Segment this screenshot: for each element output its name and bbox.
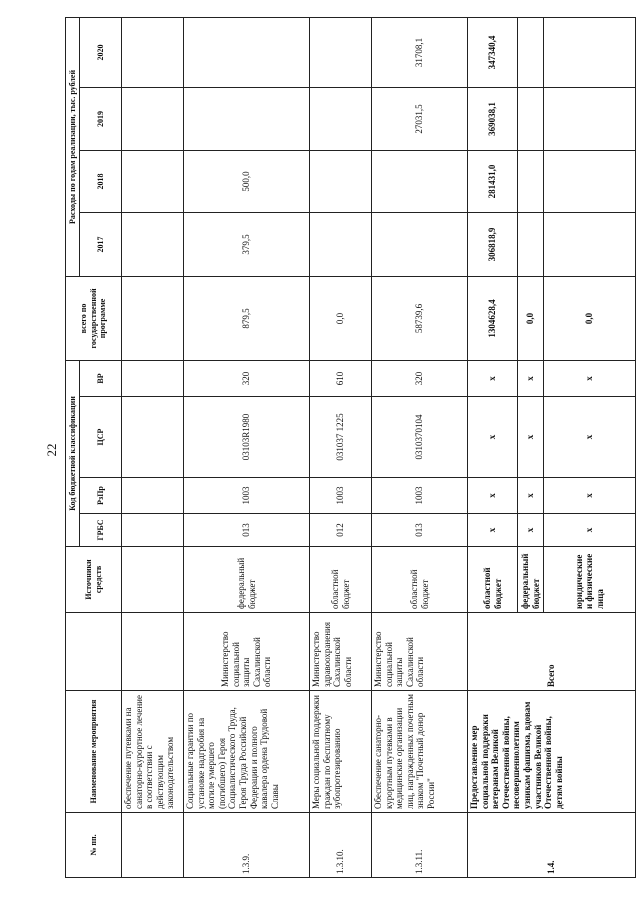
- cell-rzpr: х: [468, 478, 518, 514]
- cell-csr: [122, 397, 184, 478]
- header-num: № пп.: [66, 813, 122, 878]
- table-row: [372, 17, 468, 877]
- cell-grbs: 013: [372, 514, 468, 547]
- header-budget-code: Код бюджетной классификации: [66, 360, 80, 546]
- cell-grbs: х: [544, 514, 636, 547]
- cell-name: обеспечение путевками на санаторно-курортное лечение в соответствии с действующим законодательством: [122, 691, 184, 813]
- cell-2017: [518, 212, 544, 276]
- cell-2018: [122, 150, 184, 212]
- cell-total: [122, 276, 184, 360]
- cell-name: Меры социальной поддержки граждан по бесплатному зубопротезированию: [310, 691, 372, 813]
- cell-csr: 0310370104: [372, 397, 468, 478]
- cell-2019: [544, 87, 636, 150]
- cell-grbs: х: [468, 514, 518, 547]
- cell-num: 1.3.10.: [310, 813, 372, 878]
- cell-name: Обеспечение санаторно-курортным путевками в медицинские организации лиц, награжденных почетным знаком "Почетный донор России": [372, 691, 468, 813]
- table-row: [184, 17, 310, 877]
- cell-csr: 031037 1225: [310, 397, 372, 478]
- cell-grbs: [122, 514, 184, 547]
- cell-grbs: 012: [310, 514, 372, 547]
- header-year-2019: 2019: [80, 87, 122, 150]
- cell-rzpr: [122, 478, 184, 514]
- cell-rzpr: 1003: [184, 478, 310, 514]
- header-total: всего по государственной программе: [66, 276, 122, 360]
- cell-2019: [518, 87, 544, 150]
- header-vr: ВР: [80, 360, 122, 396]
- page-number: 22: [44, 443, 59, 457]
- cell-num: 1.3.11.: [372, 813, 468, 878]
- header-sources: Источники средств: [66, 547, 122, 613]
- header-year-2018: 2018: [80, 150, 122, 212]
- header-year-2017: 2017: [80, 212, 122, 276]
- cell-grbs: х: [518, 514, 544, 547]
- rotated-page: [65, 18, 635, 878]
- cell-rzpr: х: [518, 478, 544, 514]
- cell-executor: Министерство здравоохранения Сахалинской области: [310, 613, 372, 691]
- cell-grbs: 013: [184, 514, 310, 547]
- cell-num: 1.3.9.: [184, 813, 310, 878]
- cell-2018: 281431,0: [468, 150, 518, 212]
- cell-rzpr: 1003: [372, 478, 468, 514]
- header-grbs: ГРБС: [80, 514, 122, 547]
- cell-total: 0,0: [310, 276, 372, 360]
- header-executor: [66, 613, 122, 691]
- cell-name: Социальные гарантии по установке надгробия на могиле умершего (погибшего) Героя Социалистического Труда, Героя Труда Российской Федерации и полного кавалера ордена Трудовой Славы: [184, 691, 310, 813]
- cell-2018: [310, 150, 372, 212]
- cell-2020: [544, 17, 636, 87]
- cell-2017: [544, 212, 636, 276]
- cell-csr: х: [544, 397, 636, 478]
- cell-total: 879,5: [184, 276, 310, 360]
- cell-executor: Всего: [468, 613, 636, 691]
- cell-rzpr: х: [544, 478, 636, 514]
- cell-vr: [122, 360, 184, 396]
- cell-2020: 347340,4: [468, 17, 518, 87]
- cell-total: 58739,6: [372, 276, 468, 360]
- cell-vr: х: [468, 360, 518, 396]
- cell-source: областной бюджет: [310, 547, 372, 613]
- cell-csr: х: [468, 397, 518, 478]
- cell-2017: [122, 212, 184, 276]
- cell-vr: 320: [184, 360, 310, 396]
- header-csr: ЦСР: [80, 397, 122, 478]
- header-rzpr: РзПр: [80, 478, 122, 514]
- cell-2020: [122, 17, 184, 87]
- cell-2020: [518, 17, 544, 87]
- cell-vr: х: [518, 360, 544, 396]
- cell-2018: [518, 150, 544, 212]
- cell-csr: х: [518, 397, 544, 478]
- cell-vr: 610: [310, 360, 372, 396]
- cell-num: 1.4.: [468, 813, 636, 878]
- header-year-2020: 2020: [80, 17, 122, 87]
- cell-2018: [372, 150, 468, 212]
- cell-source: [122, 547, 184, 613]
- cell-source: юридические и физические лица: [544, 547, 636, 613]
- cell-vr: х: [544, 360, 636, 396]
- cell-2020: [184, 17, 310, 87]
- cell-2018: [544, 150, 636, 212]
- table-row: [310, 17, 372, 877]
- cell-2019: [184, 87, 310, 150]
- cell-executor: [122, 613, 184, 691]
- cell-2020: [310, 17, 372, 87]
- cell-2019: [310, 87, 372, 150]
- cell-source: федеральный бюджет: [518, 547, 544, 613]
- cell-2019: 27031,5: [372, 87, 468, 150]
- cell-2017: [372, 212, 468, 276]
- cell-vr: 320: [372, 360, 468, 396]
- cell-total: 0,0: [544, 276, 636, 360]
- cell-source: областной бюджет: [468, 547, 518, 613]
- cell-executor: Министерство социальной защиты Сахалинской области: [184, 613, 310, 691]
- cell-2017: 306818,9: [468, 212, 518, 276]
- cell-2018: 500,0: [184, 150, 310, 212]
- cell-source: федеральный бюджет: [184, 547, 310, 613]
- cell-csr: 03103R1980: [184, 397, 310, 478]
- header-expenses: Расходы по годам реализации, тыс. рублей: [66, 17, 80, 276]
- cell-total: 0,0: [518, 276, 544, 360]
- cell-2020: 31708,1: [372, 17, 468, 87]
- cell-name: Предоставление мер социальной поддержки ветеранам Великой Отечественной войны, несовершеннолетним узникам фашизма, вдовам участников Великой Отечественной войны, детям войны: [468, 691, 636, 813]
- cell-2019: 369038,1: [468, 87, 518, 150]
- expenses-table: [65, 17, 636, 878]
- cell-total: 1304628,4: [468, 276, 518, 360]
- cell-2017: 379,5: [184, 212, 310, 276]
- cell-executor: Министерство социальной защиты Сахалинской области: [372, 613, 468, 691]
- cell-rzpr: 1003: [310, 478, 372, 514]
- table-row: [122, 17, 184, 877]
- cell-2019: [122, 87, 184, 150]
- cell-2017: [310, 212, 372, 276]
- header-name: Наименование мероприятия: [66, 691, 122, 813]
- cell-source: областной бюджет: [372, 547, 468, 613]
- cell-num: [122, 813, 184, 878]
- table-row: [468, 17, 518, 877]
